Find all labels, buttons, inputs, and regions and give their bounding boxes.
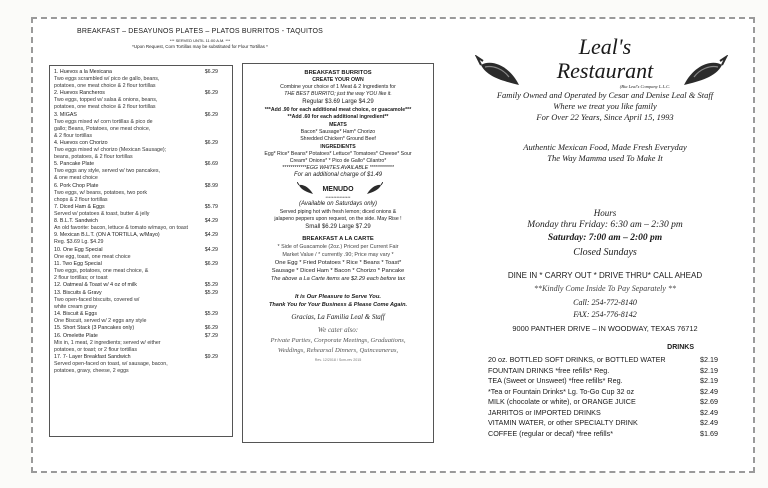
menu-item-name: 12. Oatmeal & Toast w/ 4 oz of milk bbox=[54, 282, 137, 289]
menu-item-desc: Reg. $3.69 Lg. $4.29 bbox=[54, 239, 104, 246]
menu-item-desc: One egg, toast, one meat choice bbox=[54, 253, 131, 260]
revision-note: Rev. 12/2018 / Scm-rev 2015 bbox=[314, 358, 362, 362]
alacarte-line-2: Market Value / * currently .90; Price may vary * bbox=[282, 252, 394, 258]
menu-item-price: $6.29 bbox=[204, 111, 218, 118]
menu-item-desc: Served w/ potatoes & toast, butter & jelly bbox=[54, 210, 150, 217]
services-line: DINE IN * CARRY OUT * DRIVE THRU* CALL AHEAD bbox=[507, 271, 703, 280]
menu-item-price: $6.69 bbox=[204, 161, 218, 168]
cater-heading: We cater also: bbox=[317, 326, 359, 334]
menu-item-price: $5.29 bbox=[204, 310, 218, 317]
meats-list: Bacon* Sausage* Ham* Chorizo bbox=[300, 129, 376, 135]
burritos-line-2: THE BEST BURRITO; just the way YOU like it. bbox=[284, 91, 392, 97]
drink-price: $2.19 bbox=[700, 365, 718, 375]
menu-item-price: $5.79 bbox=[204, 203, 218, 210]
call-number: Call: 254-772-8140 bbox=[573, 298, 637, 307]
menu-item-desc: Two eggs mixed w/ corn tortillas & pico de bbox=[54, 118, 153, 125]
restaurant-name-2: Restaurant bbox=[556, 58, 654, 83]
menudo-title: MENUDO bbox=[322, 186, 354, 193]
menu-item-price: $5.29 bbox=[204, 289, 218, 296]
menu-item-name: 17. 7- Layer Breakfast Sandwich bbox=[54, 353, 131, 360]
menu-item-price: $4.29 bbox=[204, 218, 218, 225]
menu-item-name: 2. Huevos Rancheros bbox=[54, 90, 105, 97]
menu-item-desc: Mix in, 1 meat, 2 ingredients; served w/ either bbox=[54, 339, 161, 346]
hours-heading: Hours bbox=[593, 208, 617, 218]
drink-name: JARRITOS or IMPORTED DRINKS bbox=[488, 407, 601, 417]
drink-name: MILK (chocolate or white), or ORANGE JUICE bbox=[488, 397, 636, 406]
thank-you-line: Thank You for Your Business & Please Come Again. bbox=[268, 302, 408, 308]
fax-number: FAX: 254-776-8142 bbox=[573, 310, 637, 319]
menu-item-desc: Two eggs, topped w/ salsa & onions, beans, bbox=[54, 97, 158, 104]
menu-item-desc: gallo; Beans, Potatoes, one meat choice, bbox=[54, 125, 151, 132]
drink-price: $2.19 bbox=[700, 376, 718, 385]
menu-item-desc: An old favorite: bacon, lettuce & tomato w/mayo, on toast bbox=[54, 225, 188, 232]
family-line: Where we treat you like family bbox=[553, 101, 657, 111]
closed-sundays: Closed Sundays bbox=[573, 247, 637, 258]
menu-item-price: $5.29 bbox=[204, 282, 218, 289]
egg-whites-note: ************EGG WHITES AVAILABLE ************ bbox=[282, 165, 394, 171]
drink-price: $1.69 bbox=[700, 428, 718, 438]
served-until-note: *** SERVED UNTIL 11:00 A.M. *** bbox=[169, 38, 231, 43]
menu-item-price: $6.29 bbox=[204, 139, 218, 146]
menu-item-desc: potatoes, one meat choice & 2 flour tortillas bbox=[54, 104, 156, 111]
alacarte-line-5: The above a La Carte items are $2.29 each before tax bbox=[270, 276, 406, 282]
menu-item-desc: Two eggs scrambled w/ pico de gallo, beans, bbox=[54, 76, 160, 82]
menu-item-name: 11. Two Egg Special bbox=[54, 261, 102, 267]
drink-price: $2.49 bbox=[700, 386, 718, 396]
burritos-subtitle: CREATE YOUR OWN bbox=[312, 77, 364, 83]
menu-item-name: 9. Mexican B.L.T. (ON A TORTILLA, w/Mayo) bbox=[54, 232, 160, 239]
drink-name: FOUNTAIN DRINKS *free refills* Reg. bbox=[488, 365, 610, 375]
saturday-hours: Saturday: 7:00 am – 2:00 pm bbox=[547, 233, 663, 243]
menu-item-desc: potatoes, gravy, cheese, 2 eggs bbox=[54, 367, 129, 374]
cater-line-2: Weddings, Rehearsal Dinners, Quinceaneras, bbox=[277, 347, 399, 354]
burritos-prices: Regular $3.69 Large $4.29 bbox=[302, 99, 374, 105]
alacarte-line-3: One Egg * Fried Potatoes * Rice * Beans * Toast* bbox=[274, 260, 402, 266]
menu-sections-header: BREAKFAST – DESAYUNOS PLATES – PLATOS BURRITOS - TAQUITOS bbox=[77, 28, 323, 35]
menu-item-price: $6.29 bbox=[204, 69, 218, 75]
drink-price: $2.49 bbox=[700, 418, 718, 427]
menu-item-desc: potatoes, one meat choice & 2 flour tortillas bbox=[54, 83, 156, 89]
menu-item-name: 16. Omelette Plate bbox=[54, 332, 98, 339]
menu-item-name: 14. Biscuit & Eggs bbox=[54, 310, 97, 317]
mamma-line: The Way Mamma used To Make It bbox=[547, 153, 663, 163]
menu-item-price: $8.99 bbox=[204, 182, 218, 189]
burrito-panel bbox=[242, 63, 434, 443]
menu-item-price: $7.29 bbox=[204, 332, 218, 339]
pleasure-line: It is Our Pleasure to Serve You. bbox=[294, 294, 382, 300]
burritos-meat-addon: ***Add .90 for each additional meat choice, or guacamole*** bbox=[264, 107, 412, 113]
menu-item-desc: chops & 2 flour tortillas bbox=[54, 196, 108, 203]
menu-item-desc: Two eggs, w/ beans, potatoes, two pork bbox=[54, 189, 148, 196]
menu-item-desc: beans, potatoes, & 2 flour tortillas bbox=[54, 153, 133, 160]
menu-item-desc: 2 flour tortillas; or toast bbox=[54, 275, 108, 281]
menu-item-name: 4. Huevos con Chorizo bbox=[54, 139, 108, 146]
drink-price: $2.49 bbox=[700, 407, 718, 417]
menu-item-desc: & one meat choice bbox=[54, 175, 98, 182]
ingredients-list-2: Cream* Onions* * Pico de Gallo* Cilantro* bbox=[289, 158, 387, 164]
menu-item-price: $6.29 bbox=[204, 325, 218, 332]
drink-price: $2.19 bbox=[700, 355, 718, 364]
tortilla-note: *Upon Request, Corn Tortillas may be substituted for Flour Tortillas * bbox=[132, 44, 268, 49]
since-line: For Over 22 Years, Since April 15, 1993 bbox=[536, 112, 674, 122]
alacarte-title: BREAKFAST A LA CARTE bbox=[302, 236, 374, 242]
egg-whites-charge: For an additional charge of $1.49 bbox=[293, 172, 383, 178]
burritos-ingredient-addon: **Add .60 for each additional ingredient** bbox=[287, 114, 389, 120]
menu-item-desc: One Biscuit, served w/ 2 eggs any style bbox=[54, 317, 147, 324]
menu-item-price: $4.29 bbox=[204, 246, 218, 253]
menu-item-price: $9.29 bbox=[204, 353, 218, 360]
alacarte-line-1: * Side of Guacamole (2oz.) Priced per Current Fair bbox=[277, 244, 399, 250]
authentic-line: Authentic Mexican Food, Made Fresh Everyday bbox=[523, 142, 687, 152]
drink-name: COFFEE (regular or decaf) *free refills* bbox=[488, 428, 614, 438]
restaurant-name-1: Leal's bbox=[578, 34, 632, 59]
alacarte-line-4: Sausage * Diced Ham * Bacon * Chorizo * Pancake bbox=[271, 268, 405, 274]
menu-item-price: $6.29 bbox=[204, 261, 218, 267]
drink-name: *Tea or Fountain Drinks* Lg. To-Go Cup 32 oz bbox=[488, 386, 635, 396]
menu-item-name: 6. Pork Chop Plate bbox=[54, 182, 99, 189]
menu-item-name: 1. Huevos a la Mexicana bbox=[54, 69, 113, 75]
menu-item-desc: & 2 flour tortillas bbox=[54, 132, 92, 139]
meats-list-2: Shredded Chicken* Ground Beef bbox=[300, 136, 376, 142]
address: 9000 PANTHER DRIVE – IN WOODWAY, TEXAS 76712 bbox=[512, 324, 698, 333]
menu-item-desc: white cream gravy bbox=[54, 303, 97, 310]
ingredients-list-1: Egg* Rice* Beans* Potatoes* Lettuce* Tomatoes* Cheese* Sour bbox=[264, 151, 412, 157]
menu-item-name: 15. Short Stack (3 Pancakes only) bbox=[54, 325, 135, 332]
meats-heading: MEATS bbox=[329, 122, 347, 128]
burritos-line-1: Combine your choice of 1 Meat & 2 Ingredients for bbox=[280, 84, 396, 90]
restaurant-info bbox=[470, 30, 740, 450]
breakfast-list bbox=[49, 65, 233, 437]
menudo-availability: (Available on Saturdays only) bbox=[299, 201, 377, 207]
weekday-hours: Monday thru Friday: 6:30 am – 2:30 pm bbox=[527, 220, 683, 230]
menu-item-name: 5. Pancake Plate bbox=[54, 161, 95, 168]
menu-item-price: $4.29 bbox=[204, 232, 218, 239]
menu-item-name: 13. Biscuits & Gravy bbox=[54, 289, 102, 296]
menu-item-desc: Two eggs, potatoes, one meat choice, & bbox=[54, 268, 149, 274]
cater-line-1: Private Parties, Corporate Meetings, Graduations, bbox=[270, 337, 406, 344]
menu-item-name: 8. B.L.T. Sandwich bbox=[54, 218, 98, 225]
menu-item-price: $6.29 bbox=[204, 90, 218, 97]
drink-name: 20 oz. BOTTLED SOFT DRINKS, or BOTTLED WATER bbox=[488, 355, 666, 364]
menudo-desc-1: Served piping hot with fresh lemon; diced onions & bbox=[279, 209, 397, 215]
menu-item-desc: Two open-faced biscuits, covered w/ bbox=[54, 296, 140, 303]
owners-line: Family Owned and Operated by Cesar and Denise Leal & Staff bbox=[496, 90, 714, 100]
gracias-line: Gracias, La Familia Leal & Staff bbox=[291, 313, 385, 321]
drink-price: $2.69 bbox=[700, 397, 718, 406]
drink-name: TEA (Sweet or Unsweet) *free refills* Reg. bbox=[488, 376, 623, 385]
pay-separately-note: **Kindly Come Inside To Pay Separately ** bbox=[534, 284, 676, 293]
drink-name: VITAMIN WATER, or other SPECIALTY DRINK bbox=[488, 418, 638, 427]
menu-item-desc: potatoes, or toast; or 2 flour tortillas bbox=[54, 346, 138, 353]
ingredients-heading: INGREDIENTS bbox=[320, 144, 356, 150]
menu-item-desc: Served open-faced on toast, w/ sausage, bacon, bbox=[54, 360, 168, 367]
menudo-sizes: Small $6.29 Large $7.29 bbox=[305, 224, 371, 230]
menu-item-desc: Two eggs any style, served w/ two pancakes, bbox=[54, 168, 160, 175]
company-name: (Bia Leal's Company L.L.C. bbox=[619, 84, 671, 89]
menu-item-desc: Two eggs mixed w/ chorizo (Mexican Sausage); bbox=[54, 146, 167, 153]
menu-item-name: 10. One Egg Special bbox=[54, 246, 103, 253]
menudo-stars: **************** bbox=[325, 195, 351, 200]
drinks-heading: DRINKS bbox=[667, 344, 694, 351]
menudo-desc-2: jalapeno peppers upon request, on the side. May Rise ! bbox=[274, 216, 402, 222]
burritos-title: BREAKFAST BURRITOS bbox=[304, 70, 372, 76]
menu-item-name: 3. MIGAS bbox=[54, 111, 77, 118]
menu-item-name: 7. Diced Ham & Eggs bbox=[54, 203, 105, 210]
